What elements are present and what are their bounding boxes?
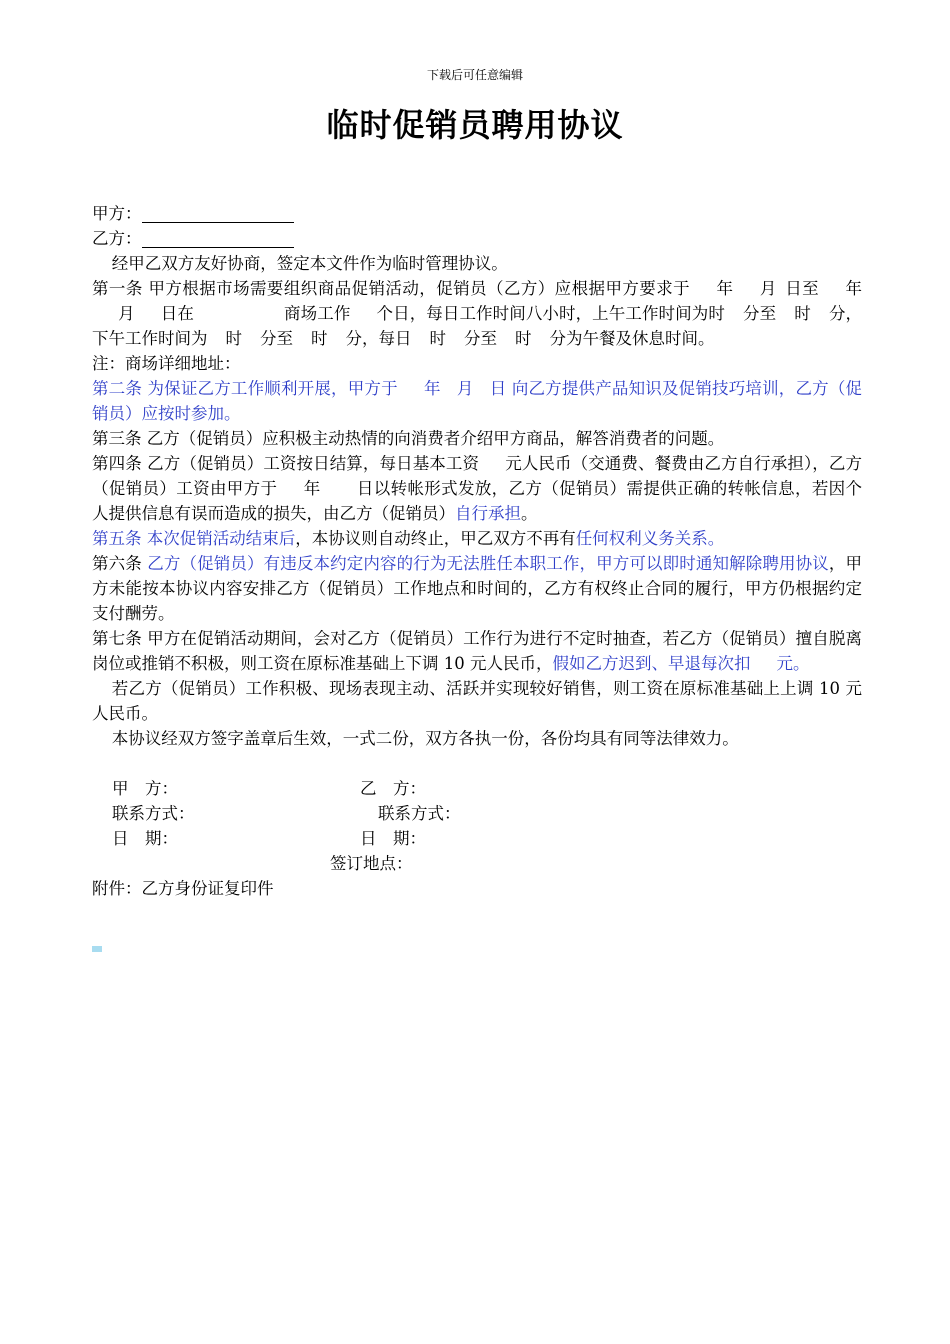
note-address: 注：商场详细地址： [92,354,241,373]
sign-row-place [92,851,862,876]
article-1: 第一条 甲方根据市场需要组织商品促销活动，促销员（乙方）应根据甲方要求于 年 月 日至 年月 日在 商场工作 个日，每日工作时间八小时，上午工作时间为时 分至 时 分，下午工作时间为 时 分至 时 分，每日 时 分至 时 分为午餐及休息时间。 [92,279,863,348]
party-b-blank [142,229,294,248]
document-title: 临时促销员聘用协议 [326,106,624,144]
sign-contact-b: 联系方式： [378,804,461,823]
sign-date-a: 日 期： [112,829,178,848]
sign-row-party [92,776,862,801]
party-b-label: 乙方： [92,229,142,248]
sign-row-date [92,826,862,851]
article-6: 第六条 乙方（促销员）有违反本约定内容的行为无法胜任本职工作，甲方可以即时通知解除聘用协议，甲方未能按本协议内容安排乙方（促销员）工作地点和时间的，乙方有权终止合同的履行，甲方仍根据约定支付酬劳。 [92,554,862,623]
article-7: 第七条 甲方在促销活动期间，会对乙方（促销员）工作行为进行不定时抽查，若乙方（促销员）擅自脱离岗位或推销不积极，则工资在原标准基础上下调 10 元人民币，假如乙方迟到、早退每次扣 元。 [92,629,862,673]
party-a-line [92,201,862,226]
sign-party-a: 甲 方： [112,779,178,798]
attachment-line: 附件：乙方身份证复印件 [92,879,274,898]
article-5: 第五条 本次促销活动结束后，本协议则自动终止，甲乙双方不再有任何权利义务关系。 [92,529,725,548]
sign-party-b: 乙 方： [360,779,426,798]
header-note: 下载后可任意编辑 [426,68,523,82]
party-a-blank [142,204,294,223]
sign-contact-a: 联系方式： [112,804,195,823]
article-4: 第四条 乙方（促销员）工资按日结算，每日基本工资 元人民币（交通费、餐费由乙方自行承担），乙方（促销员）工资由甲方于 年 日以转帐形式发放，乙方（促销员）需提供正确的转帐信息，若因个人提供信息有误而造成的损失，由乙方（促销员）自行承担。 [92,454,863,523]
effect-paragraph: 本协议经双方签字盖章后生效，一式二份，双方各执一份，各份均具有同等法律效力。 [111,729,739,748]
cursor-marker [92,946,102,952]
intro-paragraph: 经甲乙双方友好协商，签定本文件作为临时管理协议。 [111,254,508,273]
party-a-label: 甲方： [92,204,142,223]
article-3: 第三条 乙方（促销员）应积极主动热情的向消费者介绍甲方商品，解答消费者的问题。 [92,429,725,448]
party-b-line [92,226,862,251]
document-body [92,201,862,901]
bonus-paragraph: 若乙方（促销员）工作积极、现场表现主动、活跃并实现较好销售，则工资在原标准基础上上调 10 元人民币。 [92,679,862,723]
sign-row-contact [92,801,862,826]
sign-date-b: 日 期： [360,829,426,848]
article-2: 第二条 为保证乙方工作顺利开展，甲方于 年 月 日 向乙方提供产品知识及促销技巧培训，乙方（促销员）应按时参加。 [92,379,863,423]
sign-place: 签订地点： [330,854,413,873]
